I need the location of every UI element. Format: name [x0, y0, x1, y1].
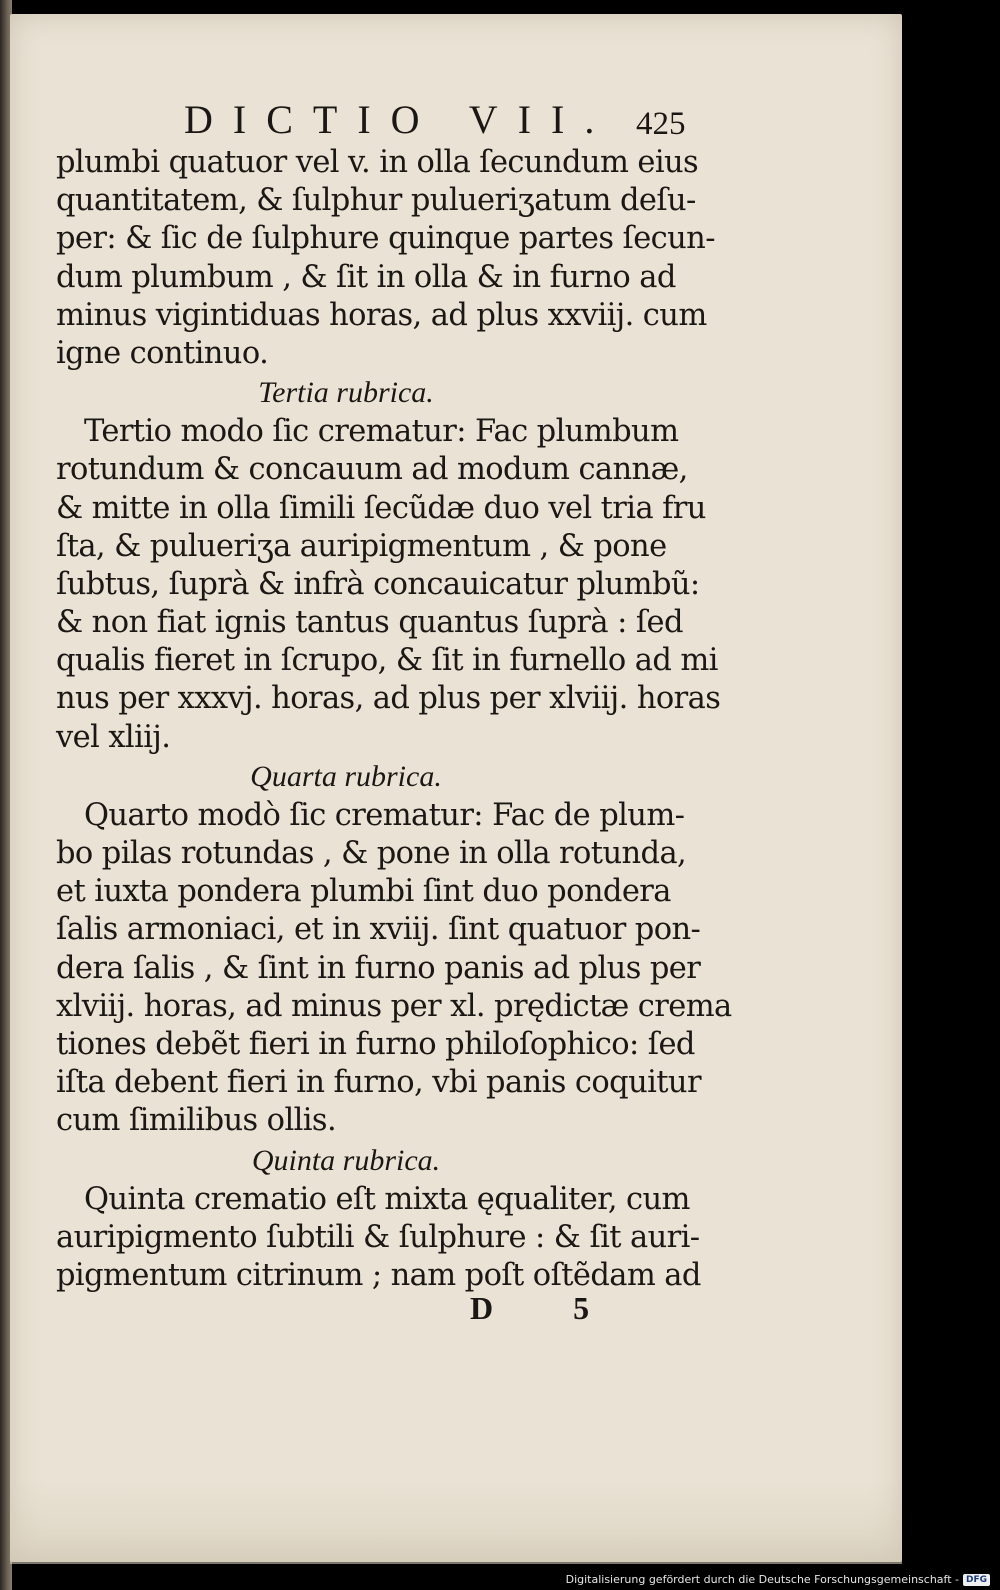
text-line: et iuxta pondera plumbi ſint duo pondera — [56, 874, 671, 910]
paragraph-continued — [56, 144, 715, 373]
text-line: Quarto modò ſic crematur: Fac de plum- — [84, 797, 685, 833]
text-line: igne continuo. — [56, 335, 269, 371]
text-line: dera ſalis , & ſint in furno panis ad plus per — [56, 950, 701, 986]
text-line: Tertio modo ſic crematur: Fac plumbum — [84, 414, 679, 450]
text-line: ſta, & pulueriʒa auripigmentum , & pone — [56, 528, 667, 564]
text-line: rotundum & concauum ad modum cannæ, — [56, 452, 688, 488]
text-line: nus per xxxvj. horas, ad plus per xlviij. horas — [56, 681, 721, 717]
paragraph-quinta — [56, 1181, 701, 1296]
page-number: 425 — [636, 106, 686, 142]
running-head — [56, 88, 696, 144]
rubric-heading-quarta: Quarta rubrica. — [250, 759, 442, 793]
text-line: dum plumbum , & ſit in olla & in furno ad — [56, 259, 676, 295]
text-line: pigmentum citrinum ; nam poſt oſtẽdam ad — [56, 1257, 701, 1293]
text-line: & non fiat ignis tantus quantus ſuprà : ſed — [56, 605, 683, 641]
text-line: per: & ſic de ſulphure quinque partes ſecun- — [56, 221, 715, 257]
dfg-logo-icon: DFG — [963, 1574, 990, 1586]
text-line: tiones debẽt fieri in furno philoſophico: ſed — [56, 1026, 695, 1062]
text-line: vel xliij. — [56, 719, 171, 755]
rubric-heading-quinta: Quinta rubrica. — [251, 1143, 441, 1177]
digitization-credit — [566, 1573, 990, 1586]
text-line: qualis fieret in ſcrupo, & ſit in furnello ad mi — [56, 643, 718, 679]
text-line: plumbi quatuor vel v. in olla ſecundum eius — [56, 145, 699, 180]
text-line: xlviij. horas, ad minus per xl. prędictæ crema — [56, 988, 732, 1024]
rubric-heading-tertia: Tertia rubrica. — [258, 376, 434, 410]
paragraph-quarta — [56, 797, 732, 1141]
text-line: iſta debent fieri in furno, vbi panis coquitur — [56, 1065, 701, 1101]
page-text — [56, 88, 732, 1295]
text-line: & mitte in olla ſimili ſecũdæ duo vel tria fru — [56, 490, 706, 526]
text-line: ſalis armoniaci, et in xviij. ſint quatuor pon- — [56, 912, 701, 948]
signature-mark: D 5 — [470, 1290, 626, 1326]
running-title: DICTIO VII. — [184, 97, 615, 142]
text-line: ſubtus, ſuprà & infrà concauicatur plumbũ: — [56, 566, 700, 602]
credit-text: Digitalisierung gefördert durch die Deutsche Forschungsgemeinschaft - — [565, 1573, 959, 1586]
text-line: minus vigintiduas horas, ad plus xxviij. cum — [56, 297, 707, 333]
text-line: bo pilas rotundas , & pone in olla rotunda, — [56, 836, 687, 871]
text-line: auripigmento ſubtili & ſulphure : & ſit auri- — [56, 1219, 700, 1255]
text-line: Quinta crematio eſt mixta ęqualiter, cum — [84, 1181, 690, 1217]
text-line: cum ſimilibus ollis. — [56, 1103, 337, 1139]
text-line: quantitatem, & ſulphur pulueriʒatum deſu- — [56, 183, 696, 219]
page-shade — [10, 1478, 902, 1564]
paragraph-tertia — [56, 413, 721, 757]
